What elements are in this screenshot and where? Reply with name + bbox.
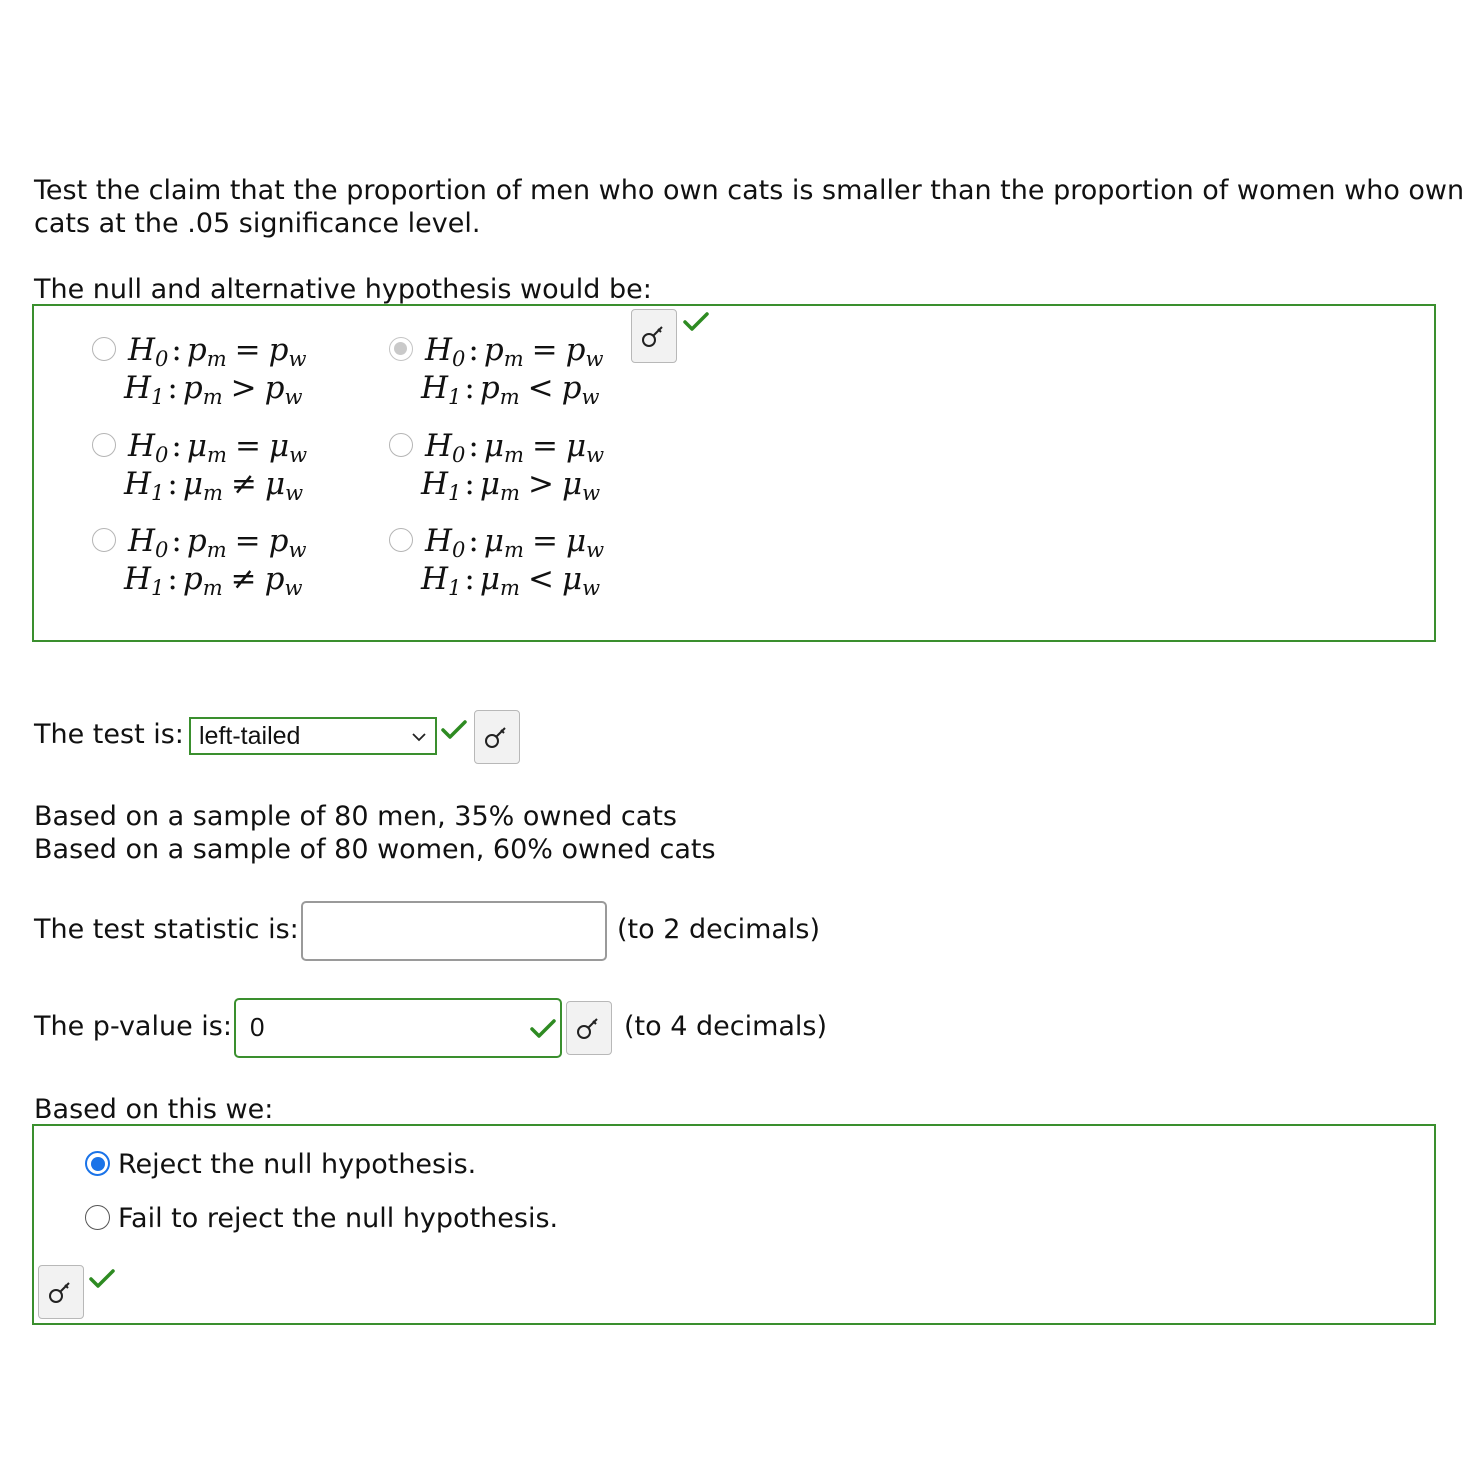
fail-to-reject-label[interactable]: Fail to reject the null hypothesis.	[118, 1203, 559, 1234]
question-text-line2: cats at the .05 significance level.	[34, 208, 481, 239]
hypothesis-h0-expression: $H_0$: $p_m = p_w$	[425, 332, 604, 371]
hypothesis-option-radio[interactable]	[92, 528, 116, 552]
sample-women-text: Based on a sample of 80 women, 60% owned cats	[34, 834, 716, 865]
hypothesis-h1-expression: $H_1$: $p_m > p_w$	[124, 370, 303, 409]
test-type-label: The test is:	[34, 719, 184, 750]
p-value-input[interactable]	[234, 998, 562, 1058]
hypothesis-h1-expression: $H_1$: $p_m < p_w$	[421, 370, 600, 409]
hypothesis-prompt: The null and alternative hypothesis would be:	[34, 274, 652, 305]
key-icon	[484, 724, 510, 750]
hypothesis-correct-check-icon	[683, 311, 709, 333]
test-type-select[interactable]	[189, 717, 437, 755]
question-text-line1: Test the claim that the proportion of men who own cats is smaller than the proportion of women who own	[34, 175, 1465, 206]
p-value-label: The p-value is:	[34, 1011, 232, 1042]
p-value-hint: (to 4 decimals)	[624, 1011, 828, 1042]
decision-key-button[interactable]	[38, 1265, 84, 1319]
hypothesis-h0-expression: $H_0$: $\mu_m = \mu_w$	[425, 428, 605, 467]
hypothesis-h0-expression: $H_0$: $\mu_m = \mu_w$	[425, 523, 605, 562]
fail-to-reject-radio[interactable]	[85, 1205, 110, 1230]
key-icon	[576, 1015, 602, 1041]
hypothesis-option-radio[interactable]	[92, 337, 116, 361]
hypothesis-option-radio[interactable]	[389, 528, 413, 552]
test-type-selected-value: left-tailed	[199, 722, 301, 750]
sample-men-text: Based on a sample of 80 men, 35% owned cats	[34, 801, 677, 832]
p-value-input-value: 0	[250, 1012, 265, 1042]
decision-correct-check-icon	[89, 1268, 115, 1290]
reject-null-label[interactable]: Reject the null hypothesis.	[118, 1149, 477, 1180]
hypothesis-h1-expression: $H_1$: $\mu_m < \mu_w$	[421, 561, 601, 600]
test-statistic-input[interactable]	[301, 901, 607, 961]
hypothesis-h0-expression: $H_0$: $p_m = p_w$	[128, 332, 307, 371]
test-statistic-label: The test statistic is:	[34, 914, 299, 945]
hypothesis-option-radio[interactable]	[389, 433, 413, 457]
test-type-correct-check-icon	[441, 719, 467, 741]
hypothesis-h1-expression: $H_1$: $p_m \ne p_w$	[124, 561, 303, 600]
key-icon	[641, 323, 667, 349]
hypothesis-h0-expression: $H_0$: $\mu_m = \mu_w$	[128, 428, 308, 467]
p-value-key-button[interactable]	[566, 1001, 612, 1055]
reject-null-radio[interactable]	[85, 1151, 110, 1176]
decision-label: Based on this we:	[34, 1094, 274, 1125]
key-icon	[48, 1279, 74, 1305]
hypothesis-key-button[interactable]	[631, 309, 677, 363]
hypothesis-h1-expression: $H_1$: $\mu_m \ne \mu_w$	[124, 466, 304, 505]
hypothesis-h0-expression: $H_0$: $p_m = p_w$	[128, 523, 307, 562]
test-type-key-button[interactable]	[474, 710, 520, 764]
test-statistic-hint: (to 2 decimals)	[617, 914, 821, 945]
p-value-correct-check-icon	[530, 1018, 556, 1040]
hypothesis-h1-expression: $H_1$: $\mu_m > \mu_w$	[421, 466, 601, 505]
chevron-down-icon	[411, 731, 427, 743]
hypothesis-option-radio[interactable]	[92, 433, 116, 457]
hypothesis-option-radio[interactable]	[389, 337, 413, 361]
